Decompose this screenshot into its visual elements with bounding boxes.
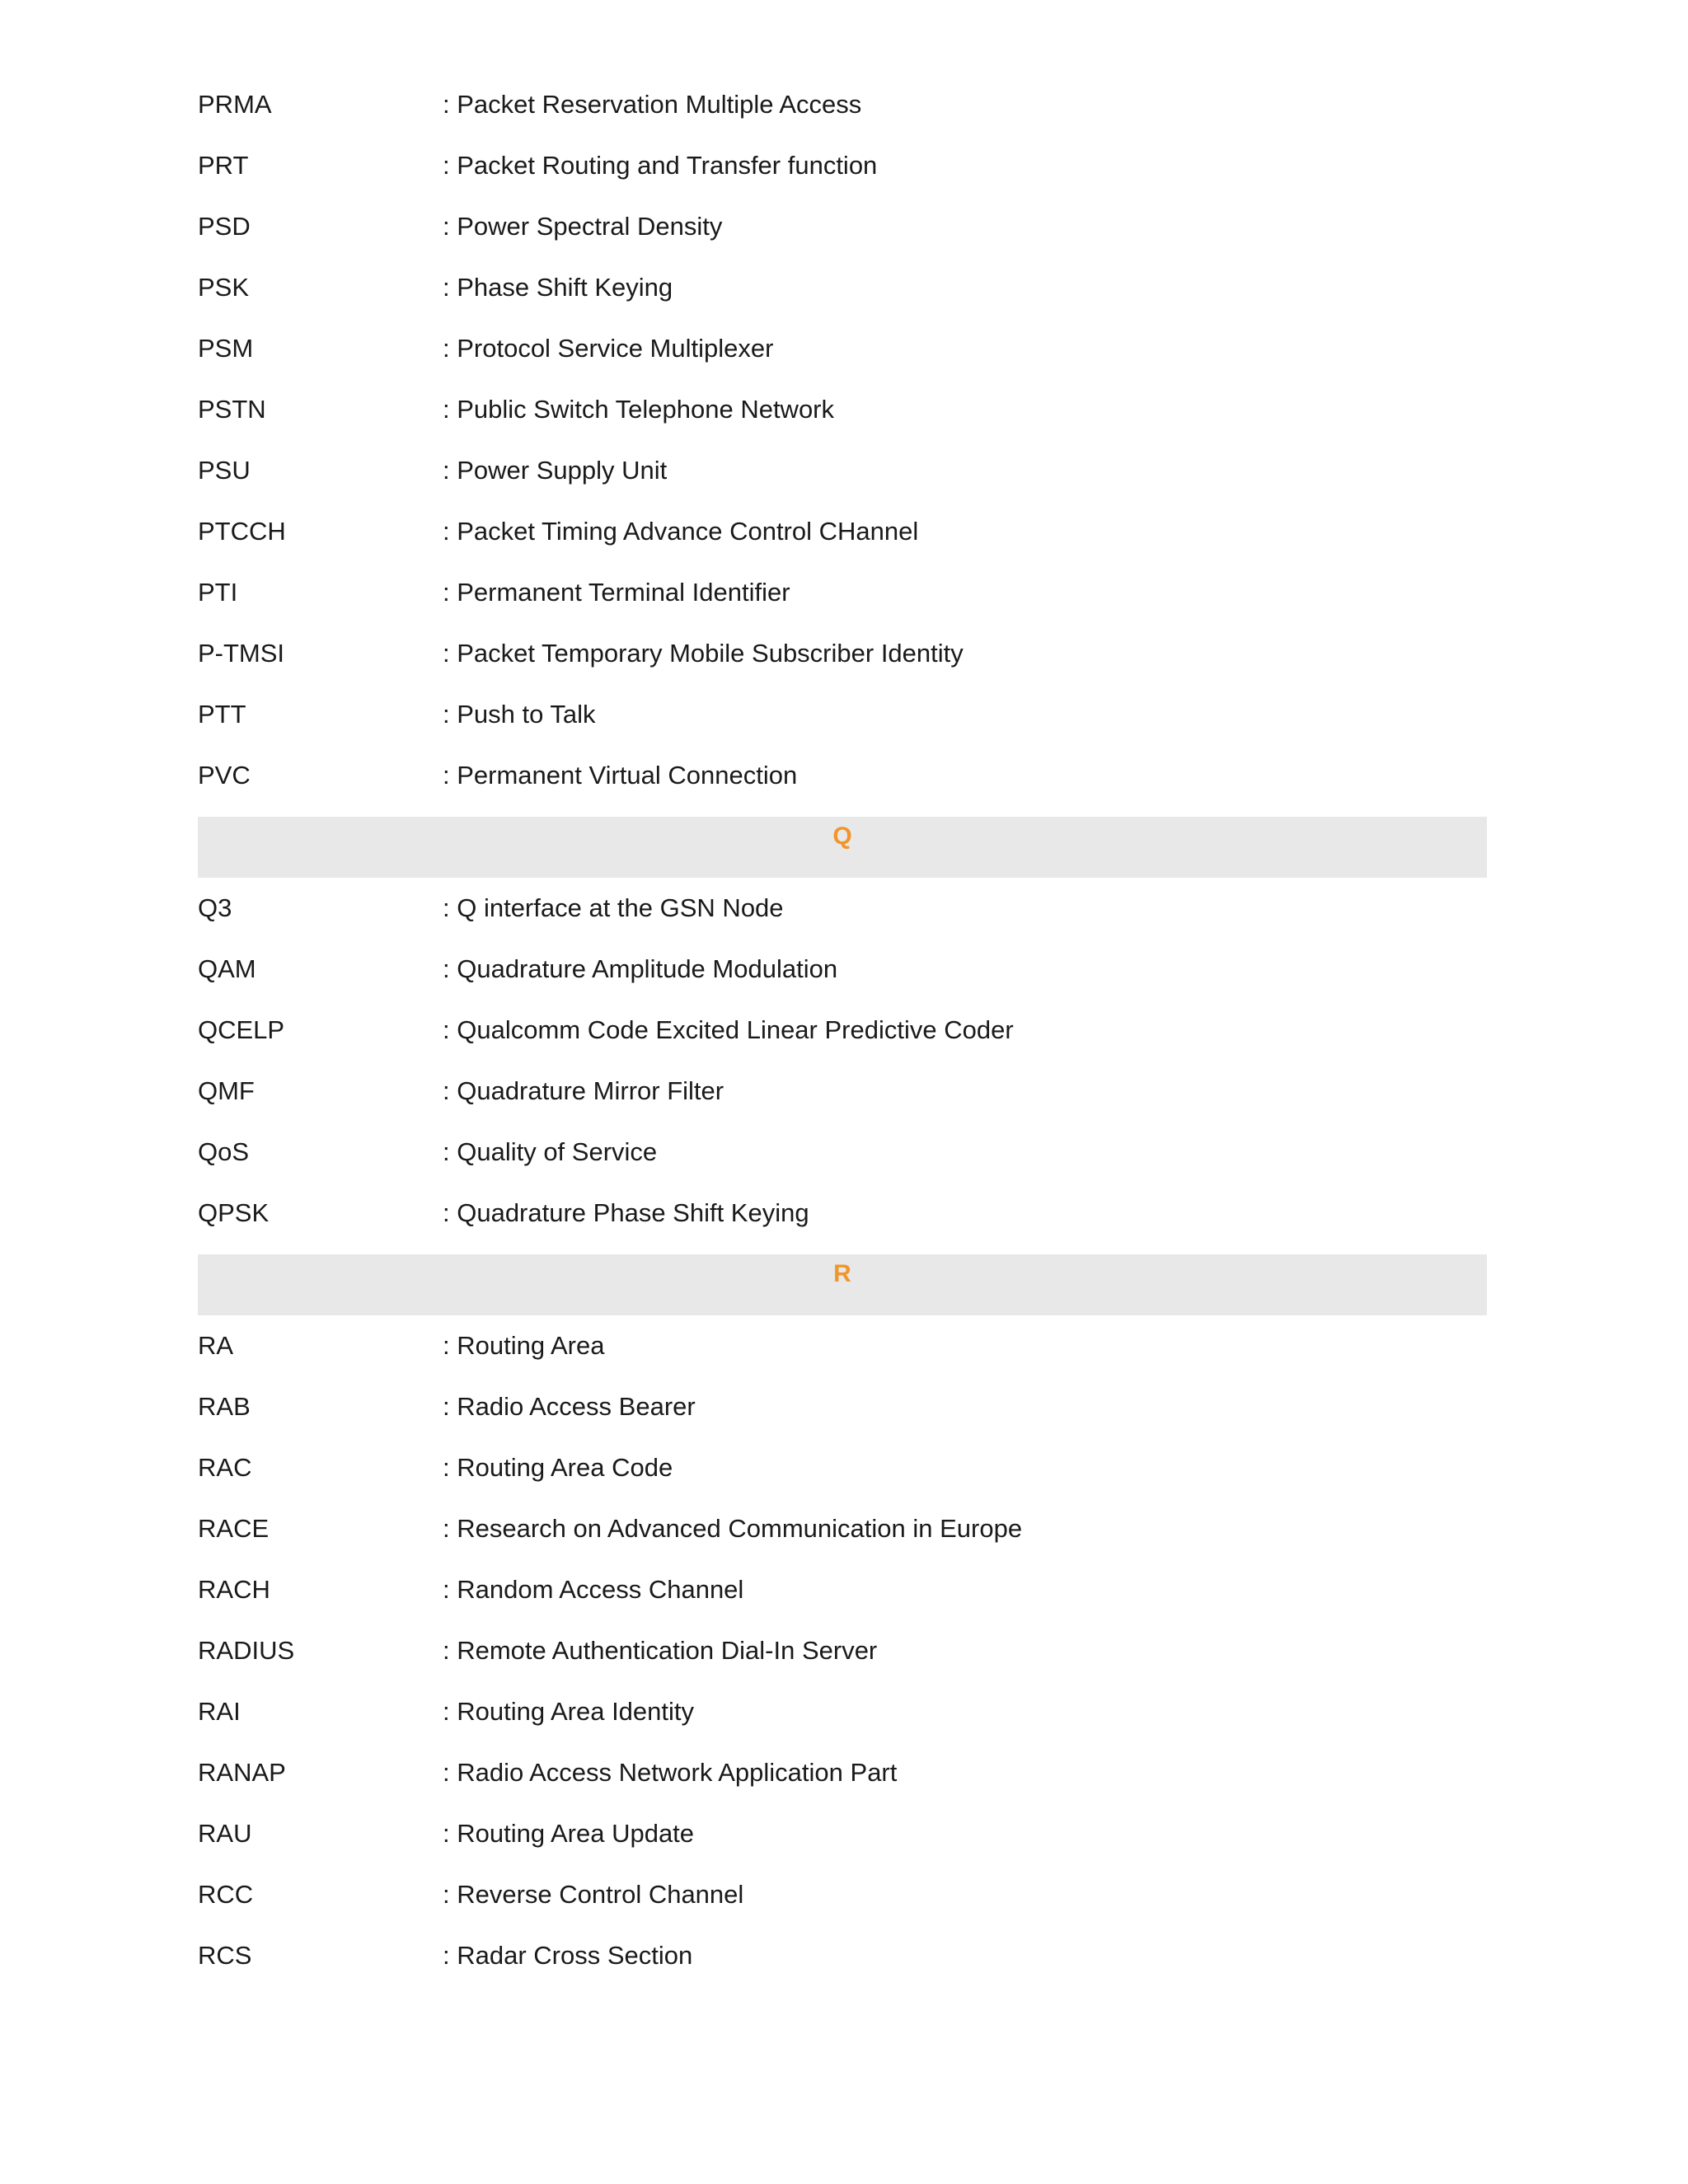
definition: : Packet Reservation Multiple Access — [443, 90, 862, 119]
glossary-row — [198, 745, 1487, 806]
glossary-row — [198, 1803, 1487, 1864]
glossary-row — [198, 684, 1487, 745]
definition: : Power Supply Unit — [443, 456, 668, 485]
abbreviation: RADIUS — [198, 1636, 295, 1665]
abbreviation: PRMA — [198, 90, 272, 119]
abbreviation: RAC — [198, 1453, 252, 1482]
abbreviation: PRT — [198, 151, 249, 180]
glossary-row — [198, 74, 1487, 135]
abbreviation: PVC — [198, 761, 251, 790]
abbreviation: PSK — [198, 273, 250, 302]
abbreviation: PSM — [198, 334, 254, 363]
glossary-row — [198, 1742, 1487, 1803]
definition: : Radio Access Network Application Part — [443, 1758, 898, 1787]
definition: : Quality of Service — [443, 1137, 658, 1166]
glossary-row — [198, 135, 1487, 196]
definition: : Permanent Virtual Connection — [443, 761, 798, 790]
abbreviation: PTT — [198, 700, 246, 729]
glossary-row — [198, 1183, 1487, 1244]
abbreviation: QMF — [198, 1076, 255, 1105]
definition: : Research on Advanced Communication in Europe — [443, 1514, 1023, 1543]
abbreviation: RACE — [198, 1514, 270, 1543]
definition: : Protocol Service Multiplexer — [443, 334, 774, 363]
glossary-row — [198, 501, 1487, 562]
abbreviation: RAU — [198, 1819, 252, 1848]
definition: : Routing Area Identity — [443, 1697, 695, 1726]
definition: : Push to Talk — [443, 700, 596, 729]
abbreviation: QoS — [198, 1137, 250, 1166]
definition: : Quadrature Mirror Filter — [443, 1076, 724, 1105]
definition: : Quadrature Phase Shift Keying — [443, 1198, 809, 1227]
abbreviation: PTCCH — [198, 517, 286, 546]
abbreviation: Q3 — [198, 893, 232, 922]
abbreviation: RACH — [198, 1575, 270, 1604]
definition: : Phase Shift Keying — [443, 273, 673, 302]
section-header-q: Q — [198, 817, 1487, 878]
glossary-row — [198, 1681, 1487, 1742]
definition: : Routing Area — [443, 1331, 605, 1360]
abbreviation: RA — [198, 1331, 234, 1360]
definition: : Remote Authentication Dial-In Server — [443, 1636, 878, 1665]
glossary-row — [198, 1498, 1487, 1559]
definition: : Packet Temporary Mobile Subscriber Identity — [443, 639, 964, 668]
glossary-row — [198, 939, 1487, 1000]
glossary-row — [198, 196, 1487, 257]
definition: : Radar Cross Section — [443, 1941, 693, 1970]
definition: : Power Spectral Density — [443, 212, 723, 241]
glossary-group-p — [198, 74, 1487, 806]
glossary-row — [198, 1864, 1487, 1925]
abbreviation: P-TMSI — [198, 639, 285, 668]
abbreviation: RCC — [198, 1880, 254, 1909]
definition: : Q interface at the GSN Node — [443, 893, 784, 922]
glossary-row — [198, 440, 1487, 501]
definition: : Packet Timing Advance Control CHannel — [443, 517, 919, 546]
glossary-row — [198, 1620, 1487, 1681]
abbreviation: QPSK — [198, 1198, 270, 1227]
definition: : Public Switch Telephone Network — [443, 395, 835, 424]
glossary-row — [198, 623, 1487, 684]
abbreviation: PTI — [198, 578, 238, 607]
definition: : Routing Area Code — [443, 1453, 673, 1482]
abbreviation: QCELP — [198, 1015, 285, 1044]
definition: : Random Access Channel — [443, 1575, 744, 1604]
glossary-row — [198, 1559, 1487, 1620]
abbreviation: PSU — [198, 456, 251, 485]
definition: : Packet Routing and Transfer function — [443, 151, 878, 180]
glossary-row — [198, 562, 1487, 623]
glossary-row — [198, 257, 1487, 318]
abbreviation: RCS — [198, 1941, 252, 1970]
glossary-row — [198, 1925, 1487, 1986]
abbreviation: RAI — [198, 1697, 241, 1726]
definition: : Quadrature Amplitude Modulation — [443, 954, 838, 983]
glossary-row — [198, 1376, 1487, 1437]
glossary-group-r — [198, 1254, 1487, 1986]
glossary-page — [198, 74, 1487, 1986]
abbreviation: RAB — [198, 1392, 251, 1421]
definition: : Qualcomm Code Excited Linear Predictive Coder — [443, 1015, 1014, 1044]
abbreviation: PSTN — [198, 395, 266, 424]
glossary-row — [198, 1061, 1487, 1122]
definition: : Permanent Terminal Identifier — [443, 578, 790, 607]
abbreviation: RANAP — [198, 1758, 286, 1787]
definition: : Radio Access Bearer — [443, 1392, 696, 1421]
section-header-r: R — [198, 1254, 1487, 1315]
glossary-row — [198, 1437, 1487, 1498]
glossary-group-q — [198, 817, 1487, 1244]
glossary-row — [198, 1315, 1487, 1376]
glossary-row — [198, 1122, 1487, 1183]
glossary-row — [198, 318, 1487, 379]
definition: : Routing Area Update — [443, 1819, 695, 1848]
glossary-row — [198, 1000, 1487, 1061]
glossary-row — [198, 379, 1487, 440]
abbreviation: QAM — [198, 954, 256, 983]
glossary-row — [198, 878, 1487, 939]
abbreviation: PSD — [198, 212, 251, 241]
definition: : Reverse Control Channel — [443, 1880, 744, 1909]
